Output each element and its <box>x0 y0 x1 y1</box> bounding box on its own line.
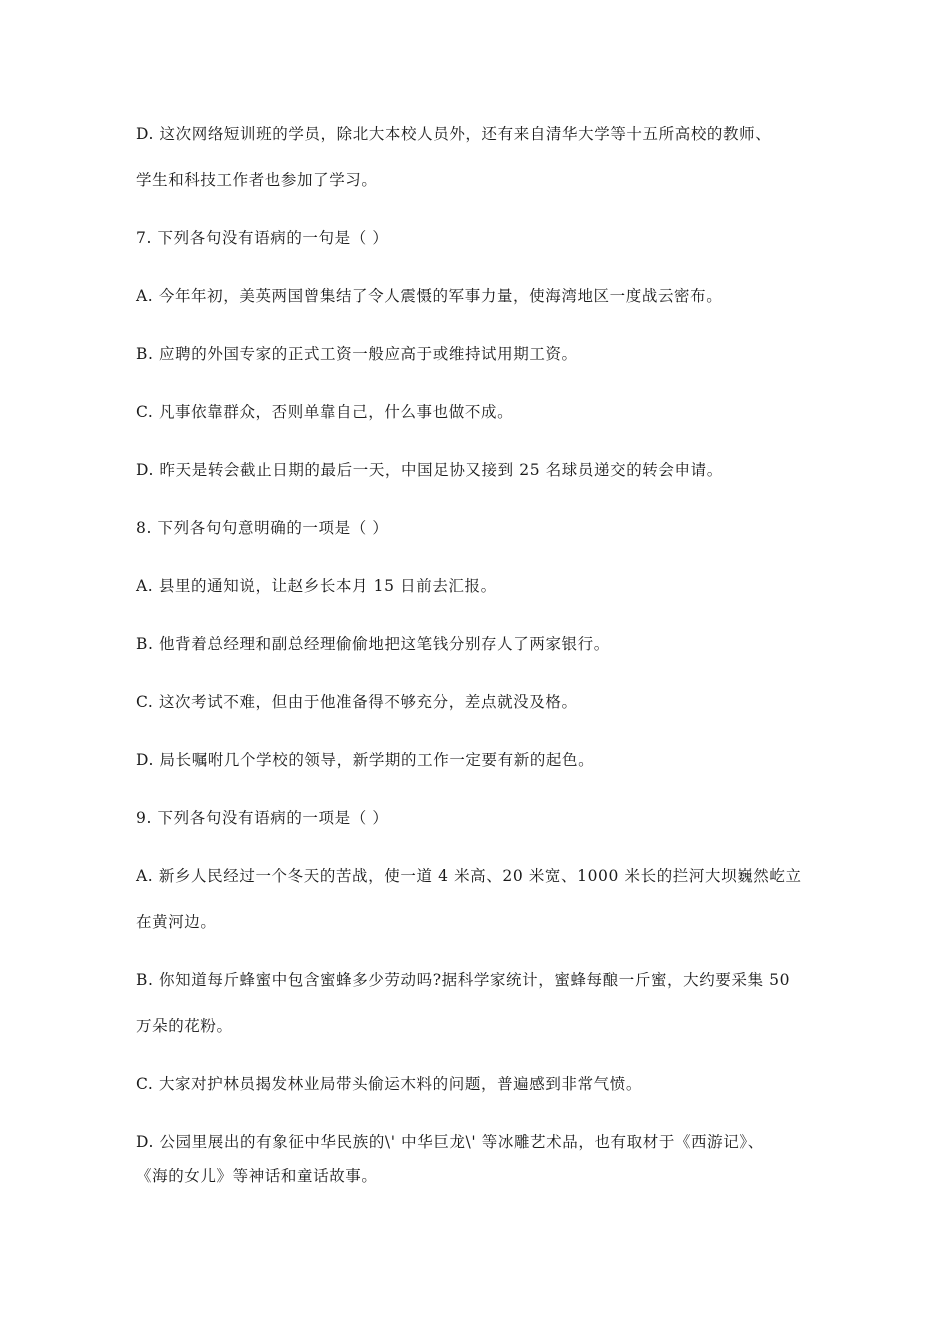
option-6d-line-2: 学生和科技工作者也参加了学习。 <box>136 171 378 189</box>
question-7: 7. 下列各句没有语病的一句是（ ） <box>136 229 389 247</box>
question-9: 9. 下列各句没有语病的一项是（ ） <box>136 809 389 827</box>
option-8c: C. 这次考试不难，但由于他准备得不够充分，差点就没及格。 <box>136 693 578 711</box>
option-9d-line-1: D. 公园里展出的有象征中华民族的\' 中华巨龙\' 等冰雕艺术品，也有取材于《西游记》、 <box>136 1133 764 1151</box>
option-6d-line-1: D. 这次网络短训班的学员，除北大本校人员外，还有来自清华大学等十五所高校的教师、 <box>136 125 772 143</box>
option-8d: D. 局长嘱咐几个学校的领导，新学期的工作一定要有新的起色。 <box>136 751 595 769</box>
option-9b-line-1: B. 你知道每斤蜂蜜中包含蜜蜂多少劳动吗?据科学家统计，蜜蜂每酿一斤蜜，大约要采集 50 <box>136 971 791 989</box>
option-9a-line-2: 在黄河边。 <box>136 913 217 931</box>
option-8b: B. 他背着总经理和副总经理偷偷地把这笔钱分别存人了两家银行。 <box>136 635 610 653</box>
option-9c: C. 大家对护林员揭发林业局带头偷运木料的问题，普遍感到非常气愤。 <box>136 1075 642 1093</box>
option-9d-line-2: 《海的女儿》等神话和童话故事。 <box>136 1167 378 1185</box>
option-7c: C. 凡事依靠群众，否则单靠自己，什么事也做不成。 <box>136 403 514 421</box>
question-8: 8. 下列各句句意明确的一项是（ ） <box>136 519 389 537</box>
option-7b: B. 应聘的外国专家的正式工资一般应高于或维持试用期工资。 <box>136 345 578 363</box>
option-9b-line-2: 万朵的花粉。 <box>136 1017 233 1035</box>
option-8a: A. 县里的通知说，让赵乡长本月 15 日前去汇报。 <box>136 577 497 595</box>
option-7a: A. 今年年初，美英两国曾集结了令人震慑的军事力量，使海湾地区一度战云密布。 <box>136 287 723 305</box>
option-9a-line-1: A. 新乡人民经过一个冬天的苦战，使一道 4 米高、20 米宽、1000 米长的拦河大坝巍然屹立 <box>136 867 802 885</box>
option-7d: D. 昨天是转会截止日期的最后一天，中国足协又接到 25 名球员递交的转会申请。 <box>136 461 723 479</box>
